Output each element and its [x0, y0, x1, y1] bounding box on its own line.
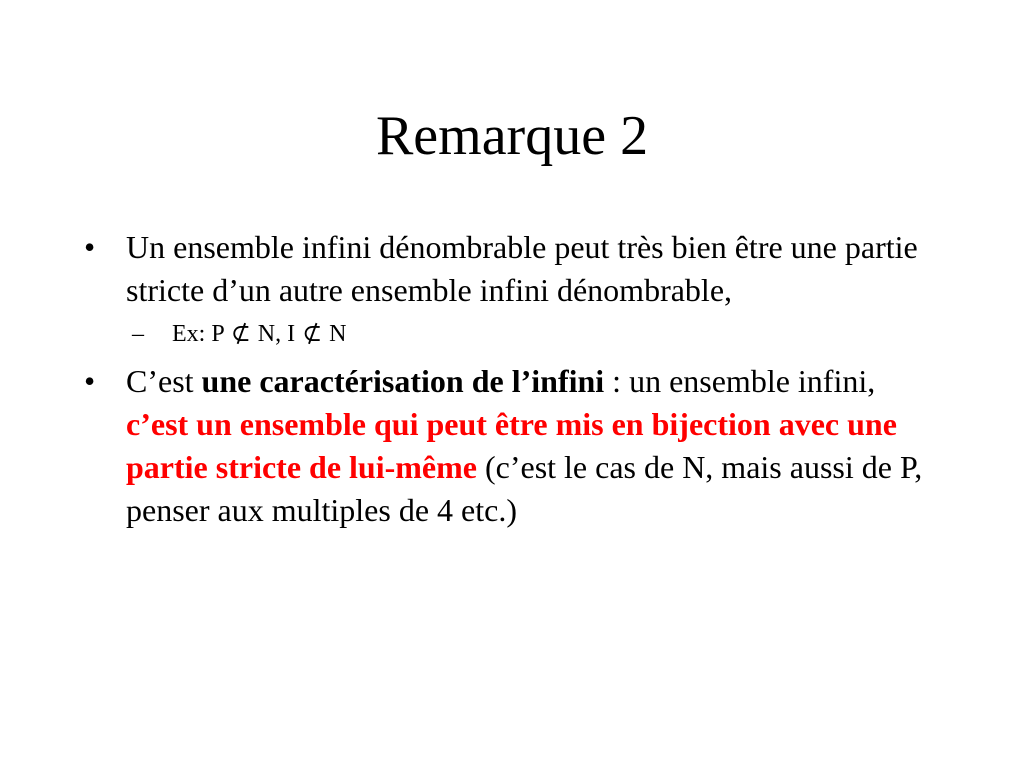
sub-bullet-example — [84, 318, 944, 350]
bullet-list — [84, 226, 944, 532]
not-subset-symbol-2: ⊄ — [302, 321, 323, 347]
bullet-1-text: Un ensemble infini dénombrable peut très bien être une partie stricte d’un autre ensemble infini dénombrable, — [126, 229, 918, 308]
bullet-2-part3: (c’est le cas de N, mais aussi de P, penser aux multiples de 4 etc.) — [126, 449, 923, 528]
example-prefix: Ex: P — [172, 321, 230, 347]
bullet-item-2 — [84, 360, 944, 532]
bullet-marker: • — [84, 363, 96, 399]
slide-title: Remarque 2 — [375, 105, 649, 167]
bullet-2-part1: C’est — [126, 363, 202, 399]
bullet-2-emphasis: c’est un ensemble qui peut être mis en bijection avec une partie stricte de lui-même — [126, 406, 897, 485]
example-suffix: N — [323, 321, 347, 347]
bullet-marker: • — [84, 229, 96, 265]
dash-marker: – — [132, 321, 144, 347]
bullet-2-part2: : un ensemble infini, — [604, 363, 876, 399]
bullet-item-1 — [84, 226, 944, 312]
not-subset-symbol: ⊄ — [230, 321, 251, 347]
example-middle: N, I — [251, 321, 302, 347]
bullet-2-bold: une caractérisation de l’infini — [201, 363, 605, 399]
